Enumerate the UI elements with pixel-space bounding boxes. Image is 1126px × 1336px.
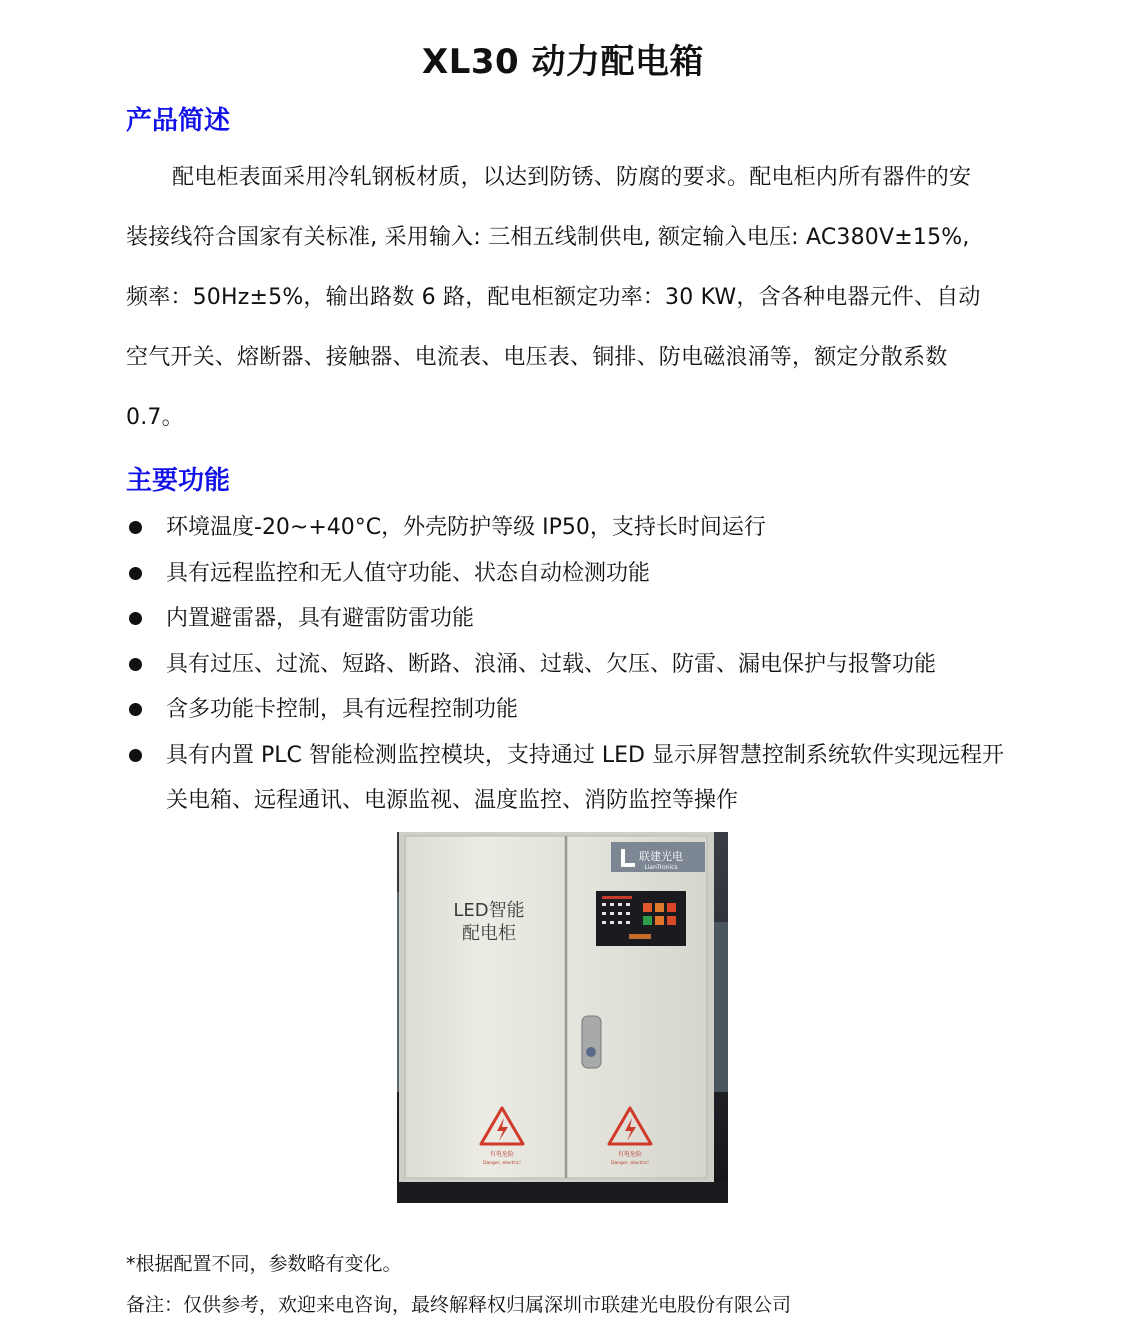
feature-text: 内置避雷器，具有避雷防雷功能 (166, 606, 475, 631)
brand-name-en: LianTronics (644, 864, 678, 871)
remark-note: 备注：仅供参考，欢迎来电咨询，最终解释权归属深圳市联建光电股份有限公司 (126, 1294, 792, 1316)
feature-item (126, 642, 1006, 688)
feature-item (126, 596, 1006, 642)
overview-line: 频率：50Hz±5%，输出路数 6 路，配电柜额定功率：30 KW，含各种电器元件、自动 (126, 285, 981, 310)
features-heading: 主要功能 (126, 466, 231, 496)
overview-paragraph (126, 148, 1006, 448)
bullet-icon (129, 703, 142, 716)
warning-text-cn: 有电危险 (489, 1151, 515, 1158)
feature-text: 含多功能卡控制，具有远程控制功能 (166, 697, 519, 722)
feature-text: 环境温度-20~+40°C，外壳防护等级 IP50，支持长时间运行 (166, 515, 766, 540)
overview-line: 装接线符合国家有关标准, 采用输入: 三相五线制供电, 额定输入电压: AC380V±15%, (126, 225, 970, 250)
page-title: XL30 动力配电箱 (421, 42, 705, 82)
overview-line: 空气开关、熔断器、接触器、电流表、电压表、铜排、防电磁浪涌等，额定分散系数 (126, 345, 948, 370)
cabinet-illustration (397, 832, 728, 1203)
overview-heading: 产品简述 (126, 106, 231, 136)
bullet-icon (129, 749, 142, 762)
bullet-icon (129, 612, 142, 625)
warning-text-en: Danger, electric! (611, 1161, 649, 1166)
overview-line: 0.7。 (126, 405, 184, 430)
feature-item (126, 687, 1006, 733)
feature-item (126, 733, 1006, 824)
warning-text-cn: 有电危险 (617, 1151, 643, 1158)
feature-text: 具有远程监控和无人值守功能、状态自动检测功能 (166, 560, 651, 586)
warning-text-en: Danger, electric! (483, 1161, 521, 1166)
cabinet-label-line1: LED智能 (453, 900, 525, 921)
product-photo (397, 832, 728, 1203)
feature-text: 具有过压、过流、短路、断路、浪涌、过载、欠压、防雷、漏电保护与报警功能 (166, 651, 937, 677)
feature-text: 具有内置 PLC 智能检测监控模块，支持通过 LED 显示屏智慧控制系统软件实现远程开关电箱、远程通讯、电源监视、温度监控、消防监控等操作 (166, 742, 1004, 813)
bullet-icon (129, 521, 142, 534)
bullet-icon (129, 567, 142, 580)
cabinet-label-line2: 配电柜 (462, 923, 516, 944)
feature-item (126, 551, 1006, 597)
feature-item (126, 505, 1006, 551)
features-list (126, 505, 1006, 824)
variation-note: *根据配置不同，参数略有变化。 (126, 1253, 402, 1275)
bullet-icon (129, 658, 142, 671)
overview-line: 配电柜表面采用冷轧钢板材质，以达到防锈、防腐的要求。配电柜内所有器件的安 (172, 165, 972, 190)
brand-name: 联建光电 (639, 850, 683, 863)
